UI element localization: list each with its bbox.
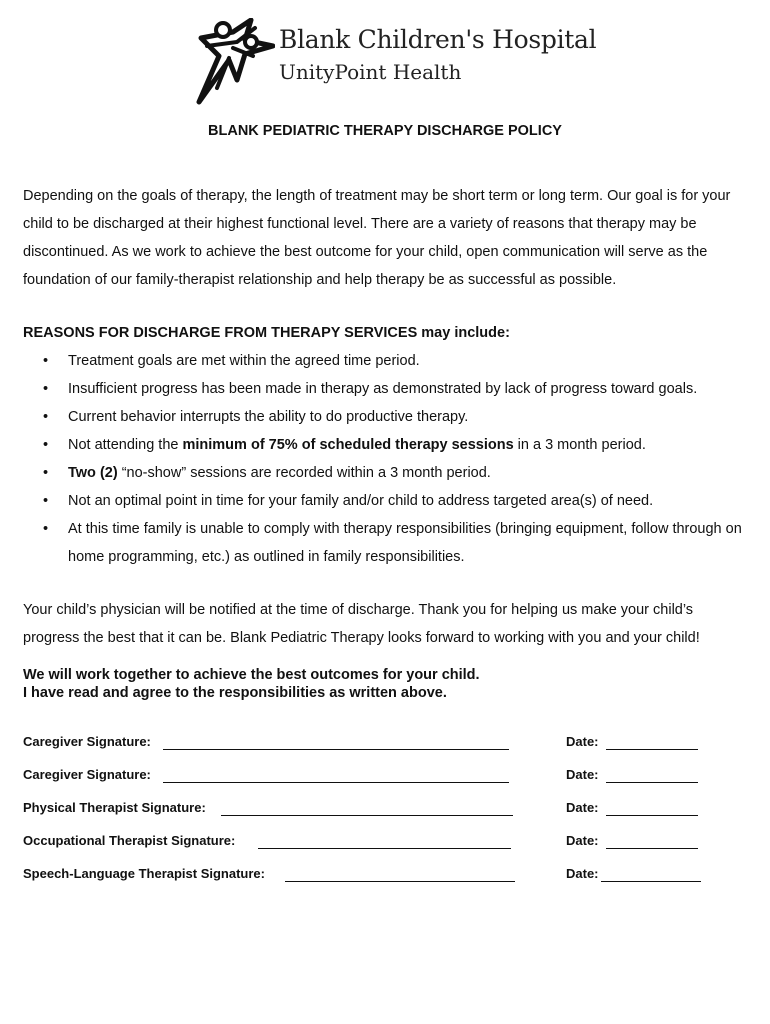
policy-body (23, 182, 753, 702)
caregiver-signature-field[interactable] (163, 782, 509, 783)
signature-block (23, 734, 753, 899)
list-item: • Not attending the minimum of 75% of scheduled therapy sessions in a 3 month period. (23, 431, 753, 459)
physical-therapist-signature-label: Physical Therapist Signature: (23, 800, 206, 815)
children-star-figures-icon (193, 18, 275, 106)
caregiver-signature-label: Caregiver Signature: (23, 767, 151, 782)
occupational-therapist-signature-row (23, 833, 753, 866)
occupational-therapist-signature-label: Occupational Therapist Signature: (23, 833, 236, 848)
date-label: Date: (566, 833, 599, 848)
date-label: Date: (566, 767, 599, 782)
hospital-logo (193, 18, 597, 108)
occupational-therapist-signature-field[interactable] (258, 848, 511, 849)
list-item: • Insufficient progress has been made in therapy as demonstrated by lack of progress toward goals. (23, 375, 753, 403)
physical-therapist-signature-field[interactable] (221, 815, 513, 816)
network-name: UnityPoint Health (279, 60, 462, 84)
date-field[interactable] (606, 815, 698, 816)
physical-therapist-signature-row (23, 800, 753, 833)
reasons-heading: REASONS FOR DISCHARGE FROM THERAPY SERVICES may include: (23, 325, 510, 341)
list-item: • Treatment goals are met within the agreed time period. (23, 347, 753, 375)
list-item: • At this time family is unable to comply with therapy responsibilities (bringing equipment, follow through on home programming, etc.) as outlined in family responsibilities. (23, 515, 753, 571)
closing-line-1: We will work together to achieve the best outcomes for your child. (23, 667, 480, 683)
physician-paragraph: Your child’s physician will be notified at the time of discharge. Thank you for helping us make your child’s progress the best that it can be. Blank Pediatric Therapy looks forward to working with you and your child! (23, 602, 700, 646)
speech-therapist-signature-label: Speech-Language Therapist Signature: (23, 866, 265, 881)
date-field[interactable] (606, 749, 698, 750)
caregiver-signature-row-1 (23, 734, 753, 767)
date-field[interactable] (601, 881, 701, 882)
list-item: • Current behavior interrupts the ability to do productive therapy. (23, 403, 753, 431)
intro-paragraph: Depending on the goals of therapy, the length of treatment may be short term or long term. Our goal is for your child to be discharged at their highest functional level. There are a variety of reasons that therapy may be discontinued. As we work to achieve the best outcome for your child, open communication will serve as the foundation of our family-therapist relationship and help therapy be as successful as possible. (23, 188, 731, 288)
page-title: BLANK PEDIATRIC THERAPY DISCHARGE POLICY (208, 123, 562, 139)
date-label: Date: (566, 734, 599, 749)
reasons-list (23, 347, 753, 571)
date-field[interactable] (606, 848, 698, 849)
list-item: • Two (2) “no-show” sessions are recorded within a 3 month period. (23, 459, 753, 487)
closing-line-2: I have read and agree to the responsibilities as written above. (23, 685, 447, 701)
speech-therapist-signature-field[interactable] (285, 881, 515, 882)
date-label: Date: (566, 866, 599, 881)
date-label: Date: (566, 800, 599, 815)
caregiver-signature-row-2 (23, 767, 753, 800)
speech-therapist-signature-row (23, 866, 753, 899)
date-field[interactable] (606, 782, 698, 783)
caregiver-signature-label: Caregiver Signature: (23, 734, 151, 749)
caregiver-signature-field[interactable] (163, 749, 509, 750)
list-item: • Not an optimal point in time for your family and/or child to address targeted area(s) of need. (23, 487, 753, 515)
hospital-name: Blank Children's Hospital (279, 25, 597, 54)
